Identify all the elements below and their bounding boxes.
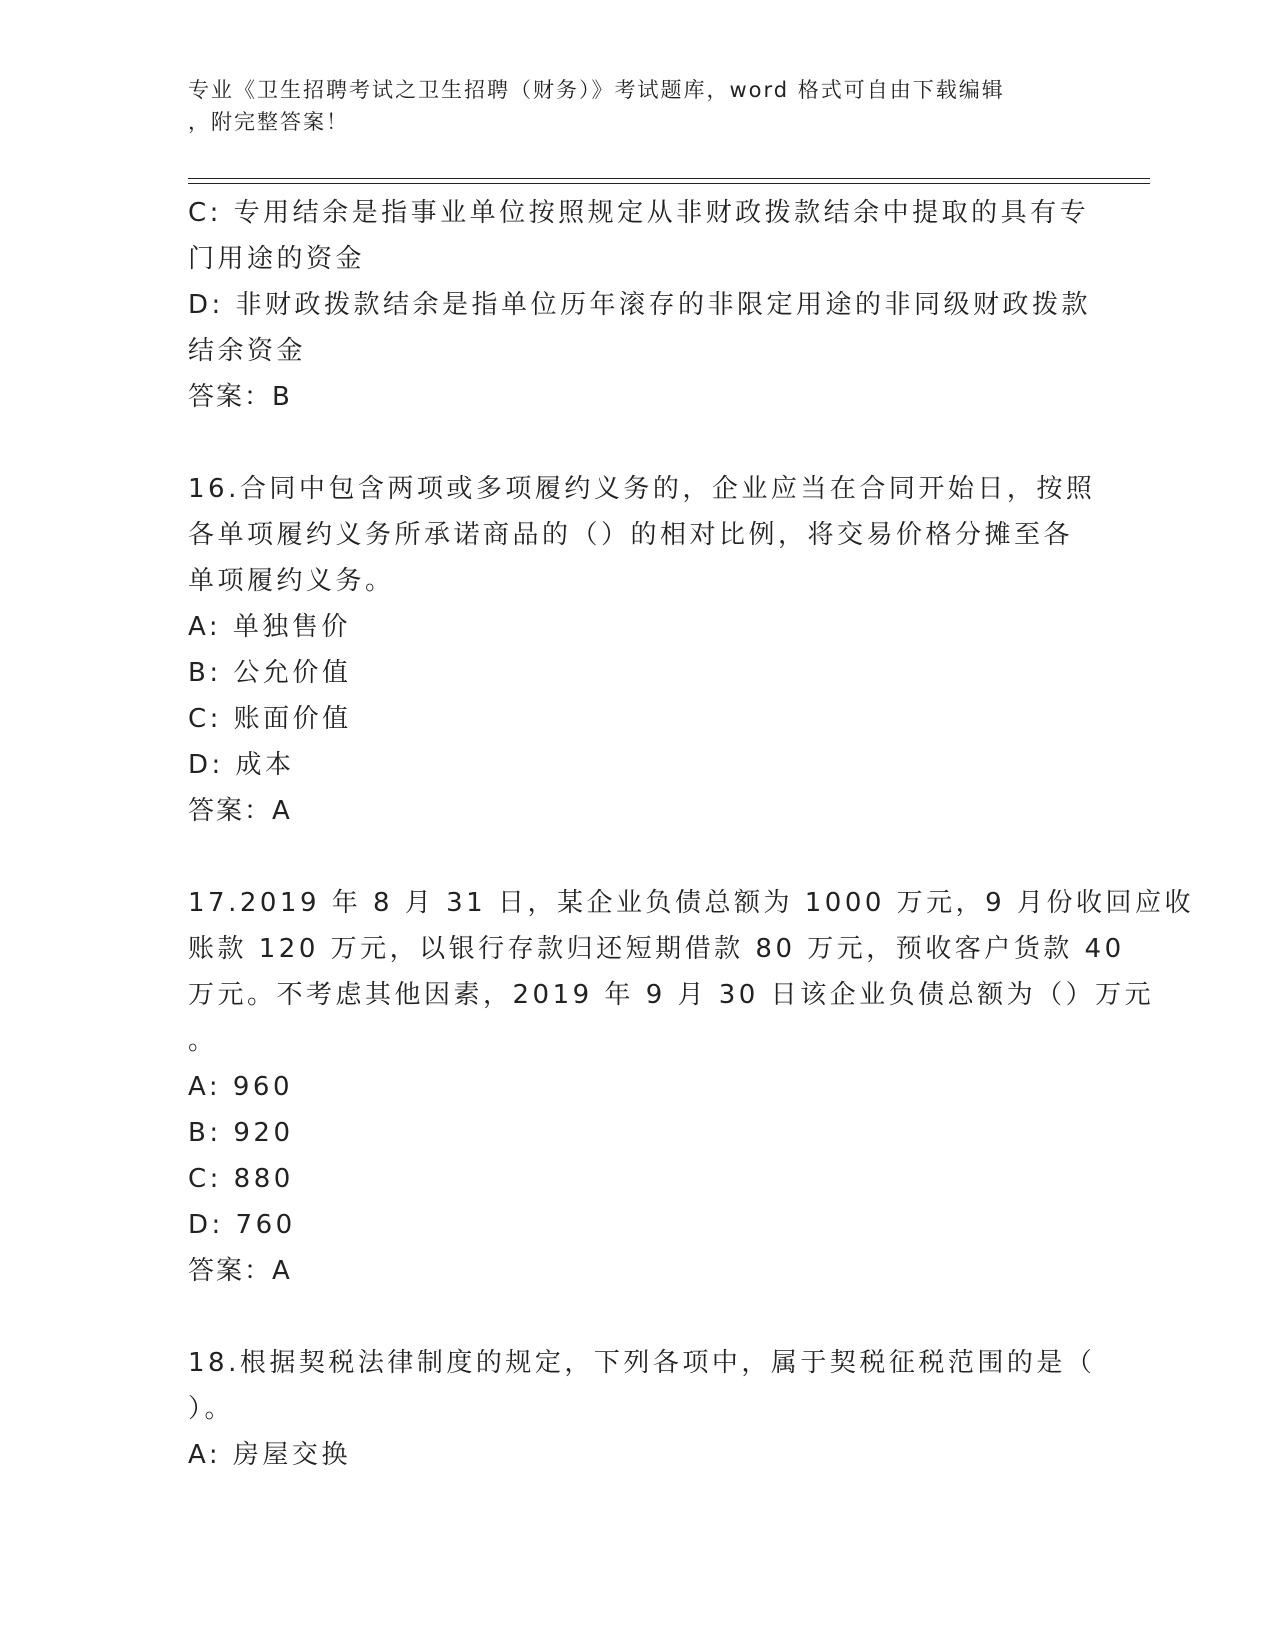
header-divider [188, 183, 1150, 184]
question-stem: 各单项履约义务所承诺商品的（）的相对比例，将交易价格分摊至各 [188, 520, 1074, 550]
question-17 [188, 880, 1194, 1294]
header-line: 专业《卫生招聘考试之卫生招聘（财务）》考试题库，word 格式可自由下载编辑 [188, 78, 1005, 102]
option-d: D: 成本 [188, 750, 295, 780]
header-line: ，附完整答案！ [188, 110, 349, 134]
option-d: D: 760 [188, 1210, 296, 1240]
question-stem: 18.根据契税法律制度的规定，下列各项中，属于契税征税范围的是（ [188, 1348, 1096, 1378]
question-stem: 账款 120 万元，以银行存款归还短期借款 80 万元，预收客户货款 40 [188, 934, 1125, 964]
question-stem: 16.合同中包含两项或多项履约义务的，企业应当在合同开始日，按照 [188, 474, 1096, 504]
question-stem: ）。 [188, 1394, 235, 1424]
answer: 答案：A [188, 1256, 292, 1286]
question-15-tail [188, 190, 1092, 420]
option-b: B: 公允价值 [188, 658, 352, 688]
document-header [188, 74, 1068, 138]
question-16 [188, 466, 1096, 834]
question-stem: 。 [188, 1026, 218, 1056]
option-d: 结余资金 [188, 336, 307, 366]
question-content [188, 190, 1194, 1478]
option-a: A: 960 [188, 1072, 293, 1102]
answer: 答案：B [188, 382, 292, 412]
option-c: C: 专用结余是指事业单位按照规定从非财政拨款结余中提取的具有专 [188, 198, 1090, 228]
header-divider [188, 178, 1150, 179]
option-c: C: 账面价值 [188, 704, 352, 734]
question-stem: 单项履约义务。 [188, 566, 395, 596]
question-stem: 17.2019 年 8 月 31 日，某企业负债总额为 1000 万元，9 月份收回应收 [188, 888, 1194, 918]
option-d: D: 非财政拨款结余是指单位历年滚存的非限定用途的非同级财政拨款 [188, 290, 1092, 320]
question-18 [188, 1340, 1096, 1478]
option-c: C: 880 [188, 1164, 294, 1194]
answer: 答案：A [188, 796, 292, 826]
option-a: A: 单独售价 [188, 612, 351, 642]
question-stem: 万元。不考虑其他因素，2019 年 9 月 30 日该企业负债总额为（）万元 [188, 980, 1155, 1010]
option-b: B: 920 [188, 1118, 294, 1148]
option-a: A: 房屋交换 [188, 1440, 351, 1470]
option-c: 门用途的资金 [188, 244, 366, 274]
